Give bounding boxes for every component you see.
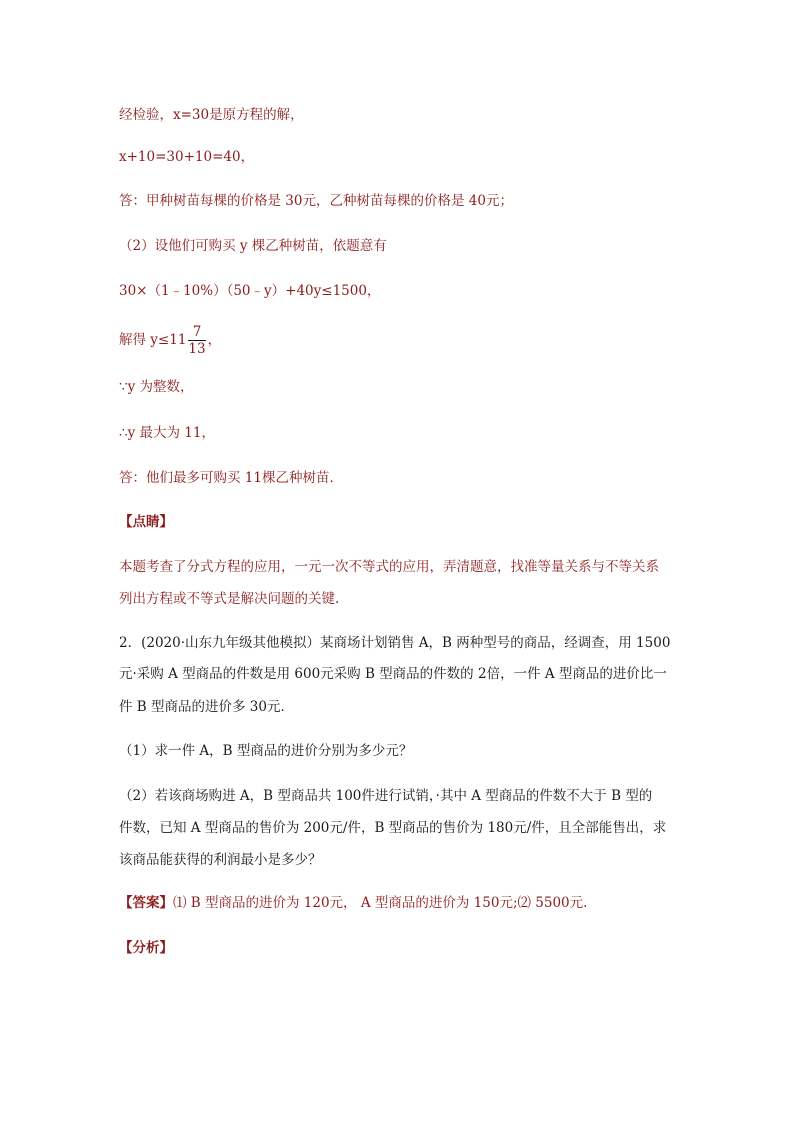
solution-line-6 (119, 320, 221, 360)
question-1: （1）求一件 A，B 型商品的进价分别为多少元？ (119, 743, 413, 759)
problem-2-line-1: 2．(2020·山东九年级其他模拟）某商场计划销售 A，B 两种型号的商品，经调查，用 1500 (119, 635, 671, 651)
question-2-line-2: 件数，已知 A 型商品的售价为 200元/件，B 型商品的售价为 180元/件，且全部能售出，求 (119, 820, 667, 836)
question-2-line-1: （2）若该商场购进 A，B 型商品共 100件进行试销，·其中 A 型商品的件数不大于 B 型的 (119, 788, 653, 804)
fraction-numerator: 7 (188, 324, 205, 341)
solution-line-2: x+10=30+10=40， (119, 149, 255, 165)
answer-line (119, 893, 587, 913)
fraction (188, 324, 205, 357)
solution-line-5: 30×（1﹣10%）（50﹣y）+40y≤1500， (119, 283, 381, 299)
comment-heading: 【点睛】 (119, 514, 173, 530)
comment-line-1: 本题考查了分式方程的应用，一元一次不等式的应用，弄清题意，找准等量关系与不等关系 (119, 559, 659, 575)
solution-line-4: （2）设他们可购买 y 棵乙种树苗，依题意有 (119, 238, 387, 254)
solution-line-9: 答：他们最多可购买 11棵乙种树苗． (119, 470, 343, 486)
answer-heading: 【答案】 (119, 895, 173, 911)
solution-line-1: 经检验，x=30是原方程的解， (119, 107, 304, 123)
solution-line-7: ∵y 为整数， (119, 379, 194, 395)
solution-line-6-prefix: 解得 y≤11 (119, 332, 187, 348)
answer-text: ⑴ B 型商品的进价为 120元， A 型商品的进价为 150元;⑵ 5500元. (173, 895, 588, 911)
fraction-denominator: 13 (188, 341, 206, 357)
problem-2-line-2: 元·采购 A 型商品的件数是用 600元采购 B 型商品的件数的 2倍，一件 A 型商品的进价比一 (119, 666, 667, 682)
analysis-heading: 【分析】 (119, 940, 173, 956)
question-2-line-3: 该商品能获得的利润最小是多少？ (119, 852, 322, 868)
problem-2-line-3: 件 B 型商品的进价多 30元． (119, 699, 294, 715)
comment-line-2: 列出方程或不等式是解决问题的关键. (119, 591, 340, 607)
solution-line-8: ∴y 最大为 11， (119, 425, 215, 441)
solution-line-3: 答：甲种树苗每棵的价格是 30元，乙种树苗每棵的价格是 40元； (119, 193, 513, 209)
solution-line-6-suffix: ， (207, 332, 222, 348)
